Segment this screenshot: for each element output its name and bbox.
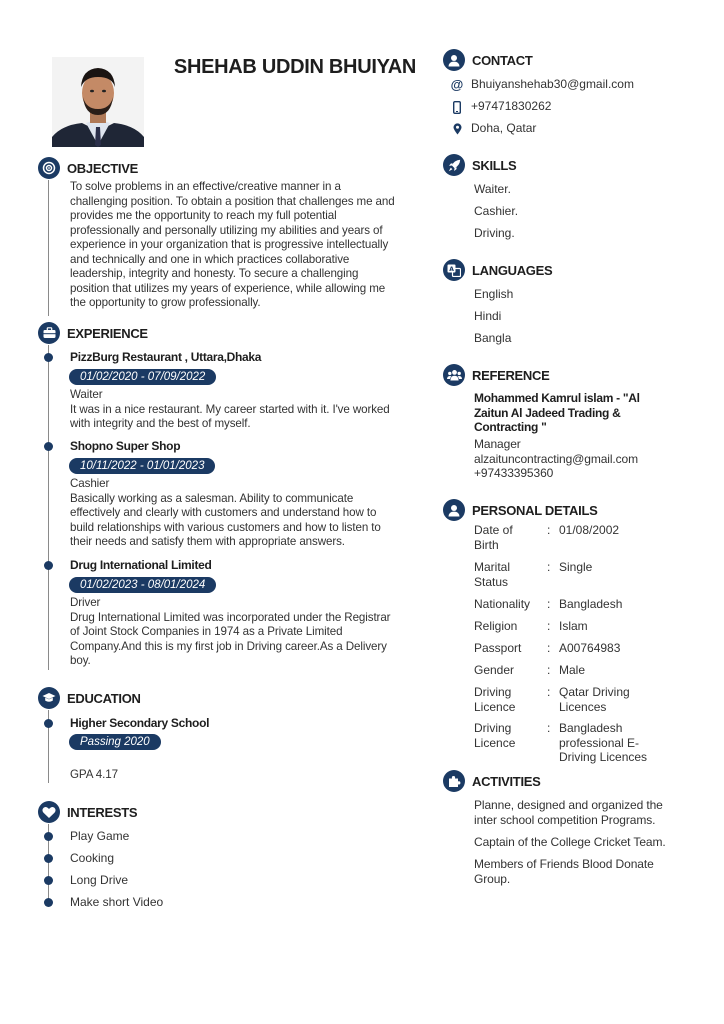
timeline-dot [44, 719, 53, 728]
translate-icon [443, 259, 465, 281]
job-description: Waiter It was in a nice restaurant. My career started with it. I've worked with integrity and the best of myself. [70, 388, 390, 430]
pd-colon: : [547, 685, 551, 699]
skill-item: Cashier. [474, 204, 519, 218]
pd-colon: : [547, 560, 551, 574]
education-heading: EDUCATION [67, 691, 141, 706]
pd-value: Qatar Driving Licences [559, 685, 630, 714]
pd-colon: : [547, 663, 551, 677]
interest-item: Play Game [70, 829, 130, 843]
pd-colon: : [547, 641, 551, 655]
job-company: PizzBurg Restaurant , Uttara,Dhaka [70, 350, 262, 364]
pd-value: Single [559, 560, 593, 574]
job-description: Driver Drug International Limited was incorporated under the Registrar of Joint Stock Companies in 1974 as a Private Limited Company.And this is my first job in Driving career.As a Delivery boy. [70, 596, 391, 667]
language-item: Hindi [474, 309, 502, 323]
person-icon [443, 499, 465, 521]
pd-colon: : [547, 721, 551, 735]
pd-label: Religion [474, 619, 518, 633]
briefcase-icon [38, 322, 60, 344]
puzzle-icon [443, 770, 465, 792]
pd-colon: : [547, 619, 551, 633]
timeline-dot [44, 832, 53, 841]
timeline-dot [44, 898, 53, 907]
experience-heading: EXPERIENCE [67, 326, 148, 341]
job-dates: 01/02/2020 - 07/09/2022 [69, 369, 216, 385]
objective-text: To solve problems in an effective/creative manner in a challenging position. To obtain a position that challenges me and provides me the opportunity to reach my full potential professionally and personally utilizing my abilities and years of experience in your organization that is progressive intellectually and technically and one in which practices collaborative leadership, integrity and honesty. To secure a challenging position that utilizes my years of experience, while allowing me the opportunity to grow professionally. [70, 180, 395, 309]
contact-email[interactable]: Bhuiyanshehab30@gmail.com [471, 77, 634, 91]
education-passing: Passing 2020 [69, 734, 161, 750]
objective-heading: OBJECTIVE [67, 161, 138, 176]
pd-value: Male [559, 663, 586, 677]
job-company: Shopno Super Shop [70, 439, 181, 453]
job-description: Cashier Basically working as a salesman. Ability to communicate effectively and clearly with customers and understand how to build relationships with various customers and how to listen to their needs and satisfy them with appropriate answers. [70, 477, 381, 548]
contact-location: Doha, Qatar [471, 121, 537, 135]
personal-heading: PERSONAL DETAILS [472, 503, 598, 518]
pd-value: A00764983 [559, 641, 621, 655]
candidate-name: SHEHAB UDDIN BHUIYAN [173, 56, 417, 78]
language-item: English [474, 287, 514, 301]
skill-item: Driving. [474, 226, 515, 240]
education-gpa: GPA 4.17 [70, 768, 118, 781]
rocket-icon [443, 154, 465, 176]
timeline-dot [44, 854, 53, 863]
at-icon: @ [450, 77, 464, 92]
interest-item: Long Drive [70, 873, 129, 887]
skill-item: Waiter. [474, 182, 511, 196]
pd-colon: : [547, 523, 551, 537]
target-icon [38, 157, 60, 179]
timeline-dot [44, 353, 53, 362]
person-icon [443, 49, 465, 71]
job-dates: 01/02/2023 - 08/01/2024 [69, 577, 216, 593]
pd-label: Driving Licence [474, 721, 516, 750]
education-school: Higher Secondary School [70, 716, 210, 730]
pd-label: Date of Birth [474, 523, 513, 552]
graduation-cap-icon [38, 687, 60, 709]
timeline-dot [44, 561, 53, 570]
interests-heading: INTERESTS [67, 805, 138, 820]
activity-item: Planne, designed and organized the inter school competition Programs. [474, 798, 663, 827]
reference-email[interactable]: alzaituncontracting@gmail.com [474, 451, 639, 466]
heart-icon [38, 801, 60, 823]
objective-line [48, 180, 49, 316]
interest-item: Make short Video [70, 895, 164, 909]
pd-value: Bangladesh [559, 597, 623, 611]
pd-label: Gender [474, 663, 515, 677]
activities-heading: ACTIVITIES [472, 774, 541, 789]
mobile-icon [451, 100, 463, 114]
interest-item: Cooking [70, 851, 115, 865]
reference-name: Mohammed Kamrul islam - "Al Zaitun Al Jadeed Trading & Contracting " [474, 391, 640, 434]
reference-heading: REFERENCE [472, 368, 550, 383]
timeline-dot [44, 442, 53, 451]
group-icon [443, 364, 465, 386]
pd-label: Passport [474, 641, 522, 655]
language-item: Bangla [474, 331, 512, 345]
job-company: Drug International Limited [70, 558, 212, 572]
profile-photo [52, 57, 144, 147]
job-dates: 10/11/2022 - 01/01/2023 [69, 458, 215, 474]
activity-item: Captain of the College Cricket Team. [474, 835, 666, 849]
contact-heading: CONTACT [472, 53, 533, 68]
reference-details: Manager alzaituncontracting@gmail.com +97433395360 [474, 437, 704, 481]
experience-line [48, 345, 49, 670]
skills-heading: SKILLS [472, 158, 517, 173]
pd-value: 01/08/2002 [559, 523, 620, 537]
pd-value: Bangladesh professional E- Driving Licences [559, 721, 648, 764]
activity-item: Members of Friends Blood Donate Group. [474, 857, 654, 886]
timeline-dot [44, 876, 53, 885]
reference-phone[interactable]: +97433395360 [474, 466, 554, 480]
contact-phone[interactable]: +97471830262 [471, 99, 552, 113]
pd-label: Driving Licence [474, 685, 516, 714]
svg-text:A: A [449, 265, 454, 273]
languages-heading: LANGUAGES [472, 263, 553, 278]
pd-label: Marital Status [474, 560, 511, 589]
pd-value: Islam [559, 619, 588, 633]
pd-label: Nationality [474, 597, 531, 611]
map-pin-icon [451, 122, 463, 136]
pd-colon: : [547, 597, 551, 611]
